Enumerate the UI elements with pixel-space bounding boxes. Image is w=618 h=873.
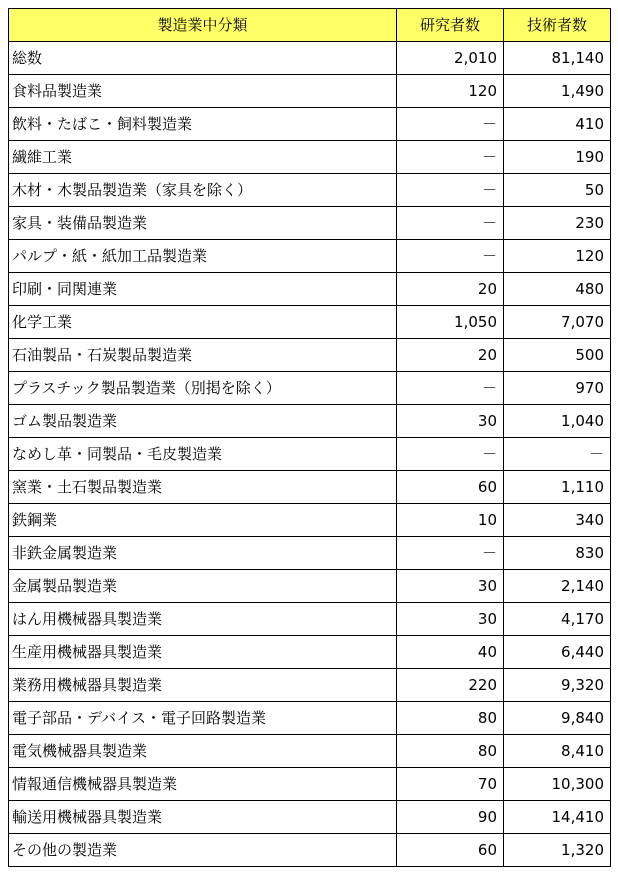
table-row <box>9 273 611 306</box>
engineers-cell: 340 <box>504 504 611 537</box>
header-engineers: 技術者数 <box>504 9 611 42</box>
engineers-cell: 1,110 <box>504 471 611 504</box>
industry-category-cell: 生産用機械器具製造業 <box>9 636 397 669</box>
table-row <box>9 372 611 405</box>
researchers-cell: 60 <box>397 471 504 504</box>
engineers-cell: 830 <box>504 537 611 570</box>
researchers-cell: 40 <box>397 636 504 669</box>
engineers-cell: 9,840 <box>504 702 611 735</box>
table-row <box>9 405 611 438</box>
table-row <box>9 42 611 75</box>
researchers-cell: － <box>397 537 504 570</box>
manufacturing-staff-table <box>8 8 611 867</box>
table-row <box>9 504 611 537</box>
table-body <box>9 42 611 867</box>
table-row <box>9 108 611 141</box>
researchers-cell: 20 <box>397 339 504 372</box>
researchers-cell: － <box>397 207 504 240</box>
engineers-cell: 6,440 <box>504 636 611 669</box>
industry-category-cell: 印刷・同関連業 <box>9 273 397 306</box>
table-row <box>9 834 611 867</box>
table-row <box>9 537 611 570</box>
industry-category-cell: その他の製造業 <box>9 834 397 867</box>
table-row <box>9 207 611 240</box>
engineers-cell: 9,320 <box>504 669 611 702</box>
engineers-cell: 480 <box>504 273 611 306</box>
engineers-cell: 120 <box>504 240 611 273</box>
table-row <box>9 240 611 273</box>
table-row <box>9 768 611 801</box>
table-row <box>9 801 611 834</box>
table-row <box>9 735 611 768</box>
industry-category-cell: なめし革・同製品・毛皮製造業 <box>9 438 397 471</box>
researchers-cell: 220 <box>397 669 504 702</box>
table-row <box>9 570 611 603</box>
researchers-cell: 30 <box>397 570 504 603</box>
researchers-cell: 20 <box>397 273 504 306</box>
engineers-cell: 14,410 <box>504 801 611 834</box>
table-row <box>9 603 611 636</box>
researchers-cell: － <box>397 438 504 471</box>
industry-category-cell: 情報通信機械器具製造業 <box>9 768 397 801</box>
table-row <box>9 636 611 669</box>
engineers-cell: 970 <box>504 372 611 405</box>
engineers-cell: 8,410 <box>504 735 611 768</box>
engineers-cell: 230 <box>504 207 611 240</box>
engineers-cell: － <box>504 438 611 471</box>
industry-category-cell: ゴム製品製造業 <box>9 405 397 438</box>
industry-category-cell: 飲料・たばこ・飼料製造業 <box>9 108 397 141</box>
researchers-cell: － <box>397 174 504 207</box>
industry-category-cell: 繊維工業 <box>9 141 397 174</box>
researchers-cell: 30 <box>397 603 504 636</box>
industry-category-cell: 電子部品・デバイス・電子回路製造業 <box>9 702 397 735</box>
table-row <box>9 174 611 207</box>
industry-category-cell: プラスチック製品製造業（別掲を除く） <box>9 372 397 405</box>
table-row <box>9 306 611 339</box>
researchers-cell: 90 <box>397 801 504 834</box>
industry-category-cell: 業務用機械器具製造業 <box>9 669 397 702</box>
researchers-cell: 80 <box>397 702 504 735</box>
researchers-cell: 80 <box>397 735 504 768</box>
engineers-cell: 500 <box>504 339 611 372</box>
industry-category-cell: はん用機械器具製造業 <box>9 603 397 636</box>
table-row <box>9 702 611 735</box>
table-row <box>9 471 611 504</box>
researchers-cell: 60 <box>397 834 504 867</box>
engineers-cell: 81,140 <box>504 42 611 75</box>
header-researchers: 研究者数 <box>397 9 504 42</box>
researchers-cell: 120 <box>397 75 504 108</box>
header-row <box>9 9 611 42</box>
industry-category-cell: 電気機械器具製造業 <box>9 735 397 768</box>
engineers-cell: 1,320 <box>504 834 611 867</box>
table-row <box>9 438 611 471</box>
engineers-cell: 10,300 <box>504 768 611 801</box>
researchers-cell: 10 <box>397 504 504 537</box>
industry-category-cell: 総数 <box>9 42 397 75</box>
industry-category-cell: 化学工業 <box>9 306 397 339</box>
researchers-cell: － <box>397 108 504 141</box>
table-row <box>9 141 611 174</box>
industry-category-cell: 非鉄金属製造業 <box>9 537 397 570</box>
researchers-cell: － <box>397 372 504 405</box>
researchers-cell: 30 <box>397 405 504 438</box>
table-header <box>9 9 611 42</box>
industry-category-cell: 家具・装備品製造業 <box>9 207 397 240</box>
header-industry-category: 製造業中分類 <box>9 9 397 42</box>
researchers-cell: 2,010 <box>397 42 504 75</box>
engineers-cell: 7,070 <box>504 306 611 339</box>
table-row <box>9 339 611 372</box>
engineers-cell: 50 <box>504 174 611 207</box>
industry-category-cell: 金属製品製造業 <box>9 570 397 603</box>
engineers-cell: 410 <box>504 108 611 141</box>
industry-category-cell: 木材・木製品製造業（家具を除く） <box>9 174 397 207</box>
engineers-cell: 190 <box>504 141 611 174</box>
industry-category-cell: 鉄鋼業 <box>9 504 397 537</box>
industry-category-cell: 窯業・土石製品製造業 <box>9 471 397 504</box>
table-row <box>9 75 611 108</box>
industry-category-cell: パルプ・紙・紙加工品製造業 <box>9 240 397 273</box>
table-row <box>9 669 611 702</box>
industry-category-cell: 食料品製造業 <box>9 75 397 108</box>
engineers-cell: 1,490 <box>504 75 611 108</box>
industry-category-cell: 石油製品・石炭製品製造業 <box>9 339 397 372</box>
engineers-cell: 4,170 <box>504 603 611 636</box>
researchers-cell: 70 <box>397 768 504 801</box>
researchers-cell: － <box>397 240 504 273</box>
researchers-cell: － <box>397 141 504 174</box>
engineers-cell: 1,040 <box>504 405 611 438</box>
engineers-cell: 2,140 <box>504 570 611 603</box>
industry-category-cell: 輸送用機械器具製造業 <box>9 801 397 834</box>
researchers-cell: 1,050 <box>397 306 504 339</box>
